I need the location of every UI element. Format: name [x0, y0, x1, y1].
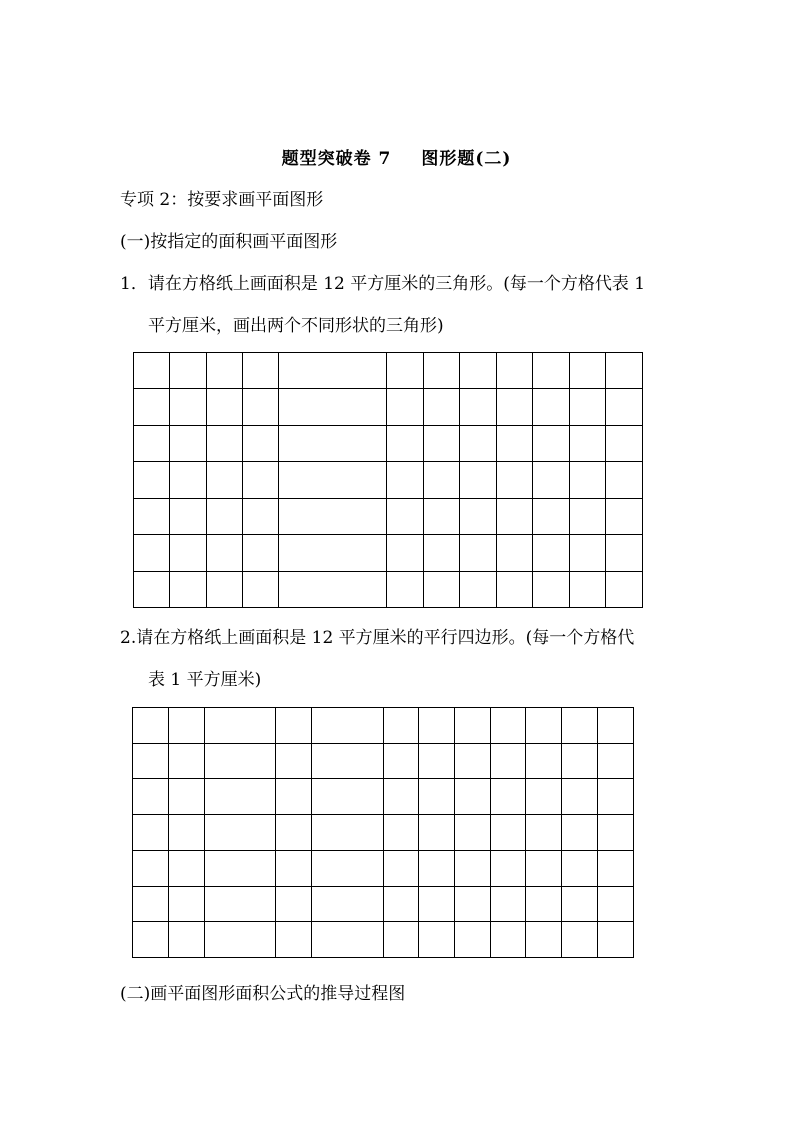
- grid-cell[interactable]: [598, 886, 634, 922]
- grid-cell[interactable]: [205, 815, 276, 851]
- grid-cell[interactable]: [133, 922, 169, 958]
- grid-cell[interactable]: [460, 498, 497, 534]
- grid-cell[interactable]: [384, 922, 419, 958]
- grid-cell[interactable]: [243, 462, 279, 498]
- grid-cell[interactable]: [134, 389, 170, 425]
- grid-cell[interactable]: [312, 886, 384, 922]
- grid-cell[interactable]: [570, 389, 606, 425]
- grid-row: [133, 886, 634, 922]
- grid-cell[interactable]: [497, 353, 533, 389]
- grid-cell[interactable]: [276, 815, 312, 851]
- grid-cell[interactable]: [384, 779, 419, 815]
- grid-cell[interactable]: [491, 708, 526, 744]
- grid-cell[interactable]: [419, 743, 455, 779]
- grid-cell[interactable]: [570, 571, 606, 607]
- grid-cell[interactable]: [205, 708, 276, 744]
- grid-cell[interactable]: [384, 815, 419, 851]
- grid-cell[interactable]: [243, 425, 279, 461]
- grid-cell[interactable]: [205, 779, 276, 815]
- grid-cell[interactable]: [134, 425, 170, 461]
- grid-cell[interactable]: [279, 353, 387, 389]
- grid-row: [134, 425, 643, 461]
- grid-cell[interactable]: [460, 425, 497, 461]
- grid-cell[interactable]: [460, 571, 497, 607]
- grid-cell[interactable]: [279, 498, 387, 534]
- grid-cell[interactable]: [533, 462, 570, 498]
- question-2-line-2: 表 1 平方厘米): [148, 670, 262, 690]
- grid-cell[interactable]: [491, 850, 526, 886]
- grid-cell[interactable]: [133, 815, 169, 851]
- question-1-line-1: 1．请在方格纸上画面积是 12 平方厘米的三角形。(每一个方格代表 1: [120, 274, 646, 294]
- grid-paper-1[interactable]: [133, 352, 643, 608]
- grid-cell[interactable]: [276, 779, 312, 815]
- grid-cell[interactable]: [455, 850, 491, 886]
- grid-cell[interactable]: [170, 498, 207, 534]
- grid-cell[interactable]: [455, 815, 491, 851]
- grid-cell[interactable]: [207, 425, 243, 461]
- grid-cell[interactable]: [570, 535, 606, 571]
- grid-cell[interactable]: [460, 462, 497, 498]
- grid-cell[interactable]: [570, 353, 606, 389]
- grid-cell[interactable]: [243, 353, 279, 389]
- grid-cell[interactable]: [570, 462, 606, 498]
- grid-cell[interactable]: [133, 708, 169, 744]
- grid-cell[interactable]: [170, 353, 207, 389]
- grid-cell[interactable]: [207, 498, 243, 534]
- grid-cell[interactable]: [460, 535, 497, 571]
- grid-paper-2[interactable]: [132, 707, 634, 958]
- grid-cell[interactable]: [562, 922, 598, 958]
- grid-cell[interactable]: [598, 743, 634, 779]
- grid-cell[interactable]: [562, 743, 598, 779]
- grid-cell[interactable]: [312, 922, 384, 958]
- grid-cell[interactable]: [533, 389, 570, 425]
- subsection-heading-2: (二)画平面图形面积公式的推导过程图: [120, 984, 406, 1004]
- grid-cell[interactable]: [276, 743, 312, 779]
- grid-cell[interactable]: [134, 498, 170, 534]
- grid-cell[interactable]: [134, 571, 170, 607]
- grid-cell[interactable]: [533, 498, 570, 534]
- grid-cell[interactable]: [419, 922, 455, 958]
- grid-cell[interactable]: [460, 389, 497, 425]
- grid-cell[interactable]: [562, 886, 598, 922]
- grid-cell[interactable]: [384, 743, 419, 779]
- grid-cell[interactable]: [497, 462, 533, 498]
- grid-cell[interactable]: [134, 535, 170, 571]
- grid-row: [133, 922, 634, 958]
- grid-cell[interactable]: [424, 462, 460, 498]
- grid-cell[interactable]: [562, 850, 598, 886]
- grid-cell[interactable]: [606, 571, 643, 607]
- grid-cell[interactable]: [424, 571, 460, 607]
- grid-cell[interactable]: [387, 462, 424, 498]
- grid-cell[interactable]: [133, 886, 169, 922]
- grid-cell[interactable]: [419, 779, 455, 815]
- grid-cell[interactable]: [170, 571, 207, 607]
- grid-cell[interactable]: [526, 815, 562, 851]
- grid-cell[interactable]: [606, 498, 643, 534]
- grid-cell[interactable]: [312, 708, 384, 744]
- grid-cell[interactable]: [243, 535, 279, 571]
- grid-cell[interactable]: [606, 425, 643, 461]
- grid-cell[interactable]: [419, 815, 455, 851]
- question-1-line-2: 平方厘米，画出两个不同形状的三角形): [148, 316, 444, 336]
- grid-cell[interactable]: [533, 535, 570, 571]
- title-part-1: 题型突破卷 7: [281, 149, 392, 169]
- grid-cell[interactable]: [455, 708, 491, 744]
- grid-cell[interactable]: [526, 850, 562, 886]
- grid-cell[interactable]: [387, 425, 424, 461]
- grid-cell[interactable]: [598, 850, 634, 886]
- grid-cell[interactable]: [169, 922, 205, 958]
- grid-cell[interactable]: [570, 498, 606, 534]
- grid-cell[interactable]: [276, 708, 312, 744]
- grid-row: [134, 571, 643, 607]
- grid-cell[interactable]: [134, 353, 170, 389]
- grid-cell[interactable]: [562, 708, 598, 744]
- grid-cell[interactable]: [170, 535, 207, 571]
- grid-cell[interactable]: [207, 353, 243, 389]
- grid-cell[interactable]: [491, 779, 526, 815]
- grid-cell[interactable]: [134, 462, 170, 498]
- grid-cell[interactable]: [497, 535, 533, 571]
- grid-cell[interactable]: [169, 815, 205, 851]
- grid-cell[interactable]: [526, 708, 562, 744]
- grid-cell[interactable]: [419, 708, 455, 744]
- grid-cell[interactable]: [526, 886, 562, 922]
- grid-cell[interactable]: [491, 886, 526, 922]
- grid-cell[interactable]: [133, 779, 169, 815]
- page-title: [0, 149, 793, 169]
- grid-cell[interactable]: [606, 353, 643, 389]
- grid-cell[interactable]: [533, 571, 570, 607]
- grid-cell[interactable]: [606, 535, 643, 571]
- grid-cell[interactable]: [312, 743, 384, 779]
- grid-cell[interactable]: [491, 743, 526, 779]
- grid-cell[interactable]: [533, 425, 570, 461]
- grid-cell[interactable]: [205, 850, 276, 886]
- grid-cell[interactable]: [424, 498, 460, 534]
- grid-row: [133, 850, 634, 886]
- grid-cell[interactable]: [497, 425, 533, 461]
- grid-cell[interactable]: [133, 743, 169, 779]
- grid-cell[interactable]: [384, 708, 419, 744]
- grid-cell[interactable]: [243, 571, 279, 607]
- grid-cell[interactable]: [169, 850, 205, 886]
- grid-row: [133, 743, 634, 779]
- grid-cell[interactable]: [424, 389, 460, 425]
- grid-cell[interactable]: [207, 571, 243, 607]
- grid-row: [134, 498, 643, 534]
- grid-cell[interactable]: [169, 779, 205, 815]
- subsection-heading-1: (一)按指定的面积画平面图形: [120, 232, 338, 252]
- grid-row: [133, 708, 634, 744]
- grid-cell[interactable]: [387, 389, 424, 425]
- grid-cell[interactable]: [169, 708, 205, 744]
- grid-row: [134, 353, 643, 389]
- grid-cell[interactable]: [491, 815, 526, 851]
- grid-cell[interactable]: [243, 389, 279, 425]
- grid-cell[interactable]: [455, 779, 491, 815]
- grid-cell[interactable]: [205, 922, 276, 958]
- grid-cell[interactable]: [562, 815, 598, 851]
- grid-row: [134, 462, 643, 498]
- grid-cell[interactable]: [207, 389, 243, 425]
- grid-cell[interactable]: [455, 922, 491, 958]
- grid-cell[interactable]: [312, 850, 384, 886]
- grid-cell[interactable]: [562, 779, 598, 815]
- grid-cell[interactable]: [387, 498, 424, 534]
- grid-cell[interactable]: [526, 779, 562, 815]
- grid-cell[interactable]: [133, 850, 169, 886]
- grid-cell[interactable]: [170, 425, 207, 461]
- title-part-2: 图形题(二): [421, 149, 512, 169]
- grid-cell[interactable]: [424, 535, 460, 571]
- grid-cell[interactable]: [606, 462, 643, 498]
- grid-row: [133, 815, 634, 851]
- grid-cell[interactable]: [312, 815, 384, 851]
- grid-cell[interactable]: [419, 886, 455, 922]
- grid-cell[interactable]: [387, 353, 424, 389]
- grid-cell[interactable]: [497, 498, 533, 534]
- grid-cell[interactable]: [207, 535, 243, 571]
- grid-cell[interactable]: [598, 708, 634, 744]
- grid-cell[interactable]: [424, 353, 460, 389]
- grid-cell[interactable]: [387, 571, 424, 607]
- grid-cell[interactable]: [279, 389, 387, 425]
- grid-cell[interactable]: [276, 850, 312, 886]
- grid-cell[interactable]: [169, 886, 205, 922]
- grid-cell[interactable]: [455, 886, 491, 922]
- grid-row: [134, 389, 643, 425]
- grid-cell[interactable]: [491, 922, 526, 958]
- grid-cell[interactable]: [598, 922, 634, 958]
- grid-cell[interactable]: [424, 425, 460, 461]
- grid-cell[interactable]: [598, 779, 634, 815]
- grid-cell[interactable]: [312, 779, 384, 815]
- grid-cell[interactable]: [606, 389, 643, 425]
- grid-cell[interactable]: [207, 462, 243, 498]
- grid-cell[interactable]: [384, 850, 419, 886]
- grid-cell[interactable]: [526, 922, 562, 958]
- grid-cell[interactable]: [533, 353, 570, 389]
- grid-cell[interactable]: [598, 815, 634, 851]
- section-heading: 专项 2：按要求画平面图形: [120, 190, 324, 210]
- grid-cell[interactable]: [243, 498, 279, 534]
- grid-cell[interactable]: [279, 571, 387, 607]
- grid-cell[interactable]: [170, 389, 207, 425]
- grid-cell[interactable]: [497, 389, 533, 425]
- grid-cell[interactable]: [279, 425, 387, 461]
- grid-cell[interactable]: [279, 462, 387, 498]
- grid-row: [134, 535, 643, 571]
- grid-cell[interactable]: [384, 886, 419, 922]
- grid-cell[interactable]: [497, 571, 533, 607]
- grid-cell[interactable]: [460, 353, 497, 389]
- grid-cell[interactable]: [526, 743, 562, 779]
- grid-cell[interactable]: [387, 535, 424, 571]
- grid-cell[interactable]: [570, 425, 606, 461]
- grid-row: [133, 779, 634, 815]
- grid-cell[interactable]: [205, 886, 276, 922]
- question-2-line-1: 2.请在方格纸上画面积是 12 平方厘米的平行四边形。(每一个方格代: [120, 628, 635, 648]
- grid-cell[interactable]: [279, 535, 387, 571]
- grid-cell[interactable]: [169, 743, 205, 779]
- grid-cell[interactable]: [455, 743, 491, 779]
- grid-cell[interactable]: [170, 462, 207, 498]
- grid-cell[interactable]: [276, 922, 312, 958]
- grid-cell[interactable]: [276, 886, 312, 922]
- grid-cell[interactable]: [205, 743, 276, 779]
- grid-cell[interactable]: [419, 850, 455, 886]
